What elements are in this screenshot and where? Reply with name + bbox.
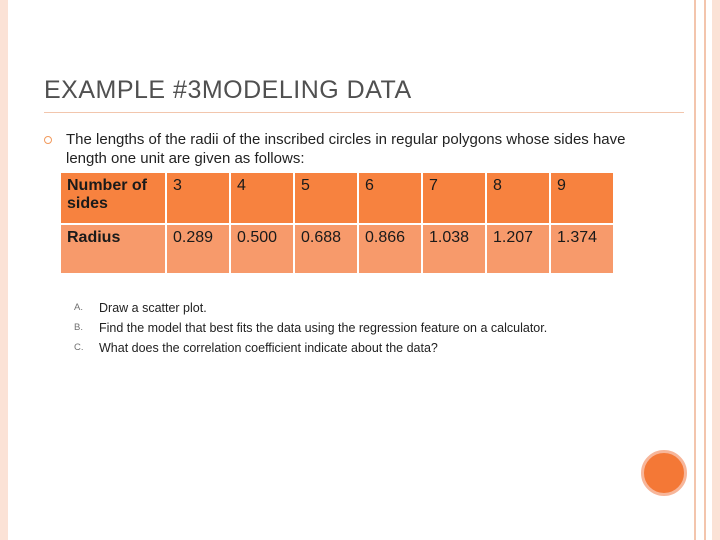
table-header-sides: Number of sides: [61, 173, 166, 224]
list-marker: A.: [74, 302, 83, 313]
question-text: Draw a scatter plot.: [99, 301, 207, 315]
table-row-sides: [61, 173, 613, 224]
table-cell: 1.207: [486, 224, 550, 273]
right-frame-line: [694, 0, 696, 540]
table-cell: 6: [358, 173, 422, 224]
data-table: [61, 173, 613, 273]
table-cell: 0.289: [166, 224, 230, 273]
table-cell: 0.866: [358, 224, 422, 273]
table-cell: 0.500: [230, 224, 294, 273]
table-cell: 8: [486, 173, 550, 224]
bullet-circle-icon: [44, 136, 52, 144]
table-cell: 1.374: [550, 224, 613, 273]
table-cell: 1.038: [422, 224, 486, 273]
question-list: [74, 298, 547, 358]
list-item: [74, 298, 547, 318]
list-marker: C.: [74, 342, 84, 353]
list-item: [74, 318, 547, 338]
list-marker: B.: [74, 322, 83, 333]
table-cell: 3: [166, 173, 230, 224]
table-cell: 7: [422, 173, 486, 224]
table-cell: 9: [550, 173, 613, 224]
intro-text: The lengths of the radii of the inscribed circles in regular polygons whose sides have length one unit are given as follows:: [66, 131, 626, 167]
right-frame-strip: [712, 0, 720, 540]
question-text: Find the model that best fits the data using the regression feature on a calculator.: [99, 321, 548, 335]
table-cell: 4: [230, 173, 294, 224]
decorative-circle: [641, 450, 687, 496]
left-frame-strip: [0, 0, 8, 540]
table-cell: 0.688: [294, 224, 358, 273]
table-header-radius: Radius: [61, 224, 166, 273]
question-text: What does the correlation coefficient indicate about the data?: [99, 341, 438, 355]
table-cell: 5: [294, 173, 358, 224]
title-divider: [44, 112, 684, 113]
slide-title: EXAMPLE #3MODELING DATA: [44, 76, 412, 104]
right-frame-line-inner: [704, 0, 706, 540]
list-item: [74, 338, 547, 358]
table-row-radius: [61, 224, 613, 273]
